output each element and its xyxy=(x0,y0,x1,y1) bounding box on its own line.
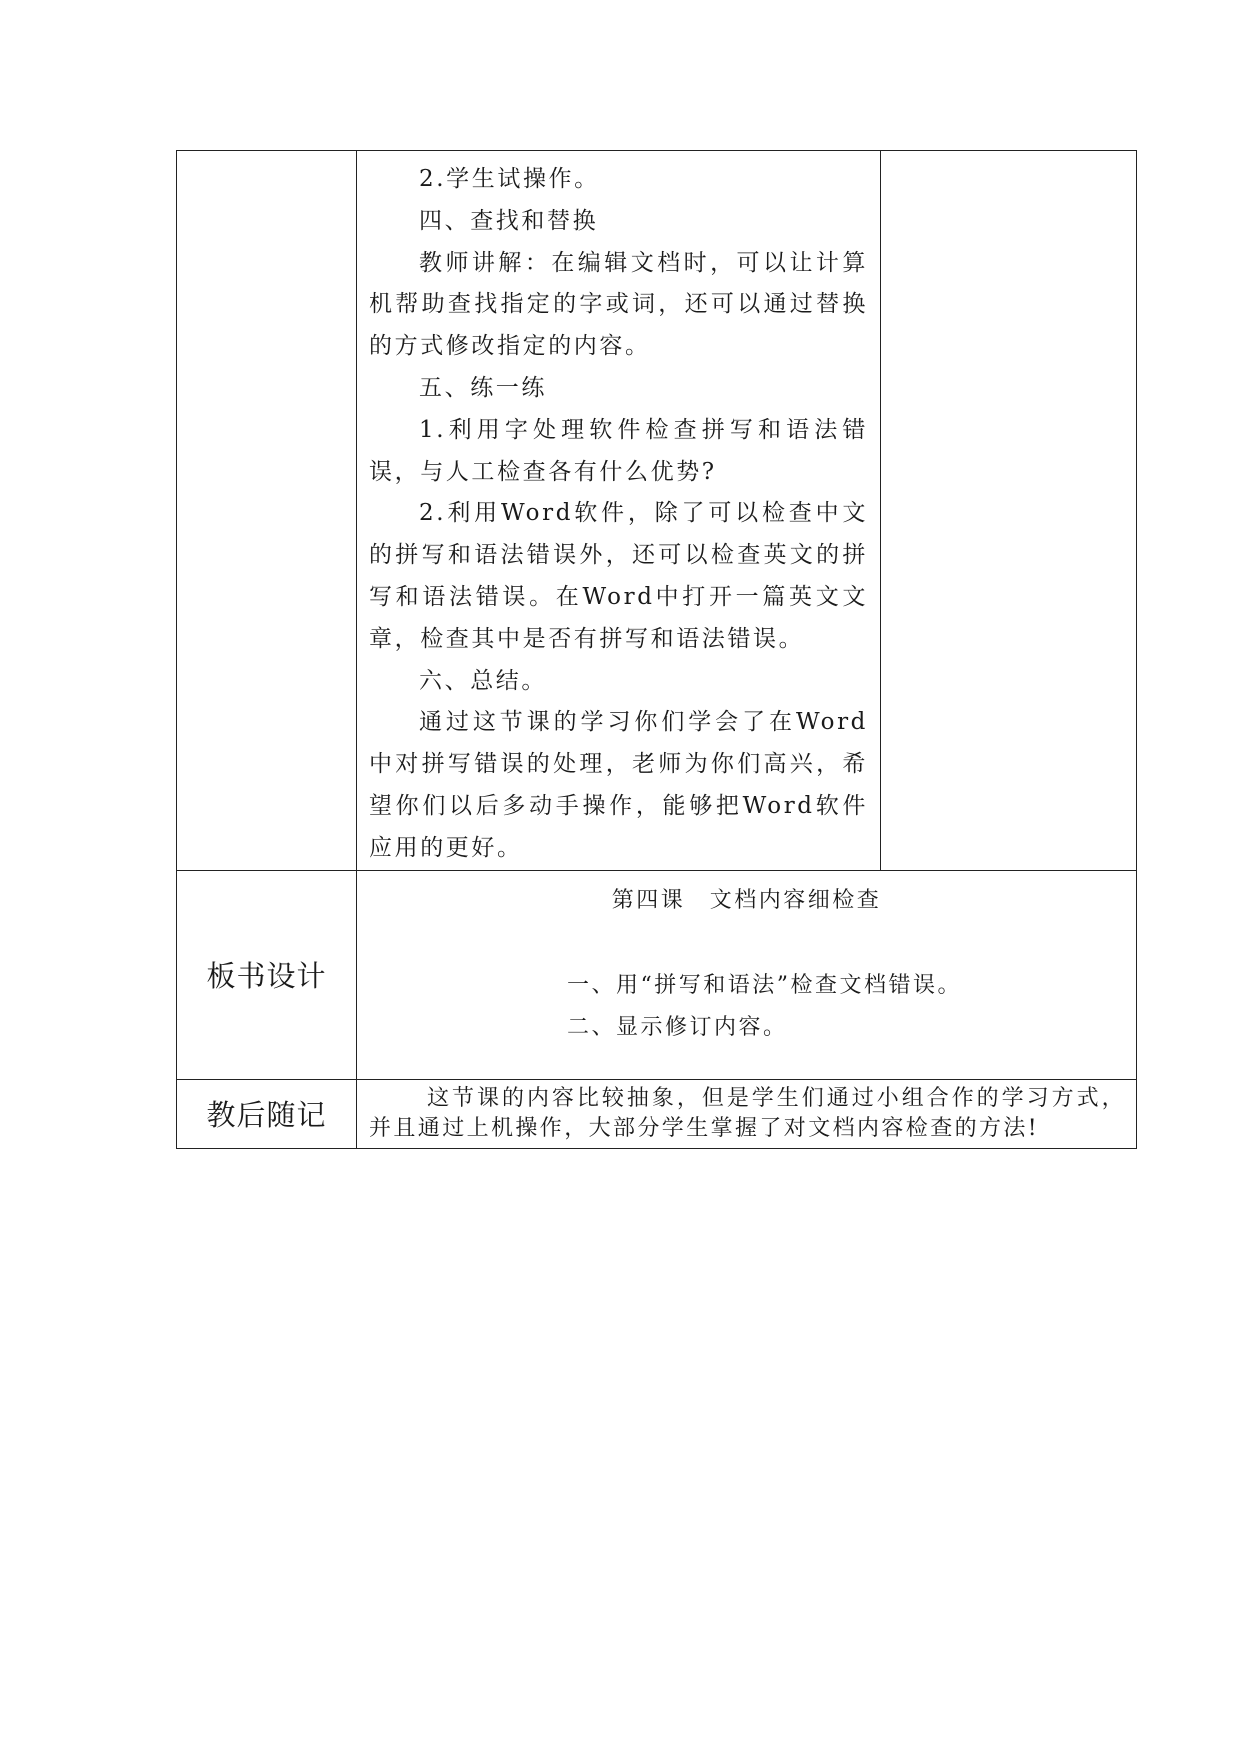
paragraph-student-practice: 2.学生试操作。 xyxy=(419,166,600,192)
reflection-content xyxy=(357,1079,1137,1148)
board-design-label: 板书设计 xyxy=(177,870,357,1079)
paragraph-teacher-explanation: 教师讲解：在编辑文档时，可以让计算机帮助查找指定的字或词，还可以通过替换的方式修改指定的内容。 xyxy=(369,249,868,360)
paragraph-exercise-1: 1.利用字处理软件检查拼写和语法错误，与人工检查各有什么优势? xyxy=(369,416,868,485)
board-design-row xyxy=(177,870,1137,1079)
board-point-1: 一、用“拼写和语法”检查文档错误。 xyxy=(567,972,962,998)
process-content-cell xyxy=(357,151,881,871)
board-title: 第四课 文档内容细检查 xyxy=(611,887,882,913)
paragraph-summary: 通过这节课的学习你们学会了在Word中对拼写错误的处理，老师为你们高兴，希望你们以后多动手操作，能够把Word软件应用的更好。 xyxy=(369,709,868,861)
heading-find-replace: 四、查找和替换 xyxy=(419,207,599,234)
reflection-label: 教后随记 xyxy=(177,1079,357,1148)
paragraph-exercise-2: 2.利用Word软件，除了可以检查中文的拼写和语法错误外，还可以检查英文的拼写和语法错误。在Word中打开一篇英文文章，检查其中是否有拼写和语法错误。 xyxy=(369,500,868,652)
heading-summary: 六、总结。 xyxy=(419,667,547,694)
process-label-cell xyxy=(177,151,357,871)
board-design-content xyxy=(357,870,1137,1079)
reflection-text: 这节课的内容比较抽象，但是学生们通过小组合作的学习方式，并且通过上机操作，大部分学生掌握了对文档内容检查的方法! xyxy=(369,1085,1126,1141)
post-lesson-reflection-row xyxy=(177,1079,1137,1148)
process-notes-cell xyxy=(881,151,1137,871)
board-point-2: 二、显示修订内容。 xyxy=(567,1014,788,1040)
heading-practice: 五、练一练 xyxy=(419,374,547,401)
teaching-process-row xyxy=(177,151,1137,871)
lesson-plan-table xyxy=(176,150,1137,1149)
board-points xyxy=(567,965,962,1049)
